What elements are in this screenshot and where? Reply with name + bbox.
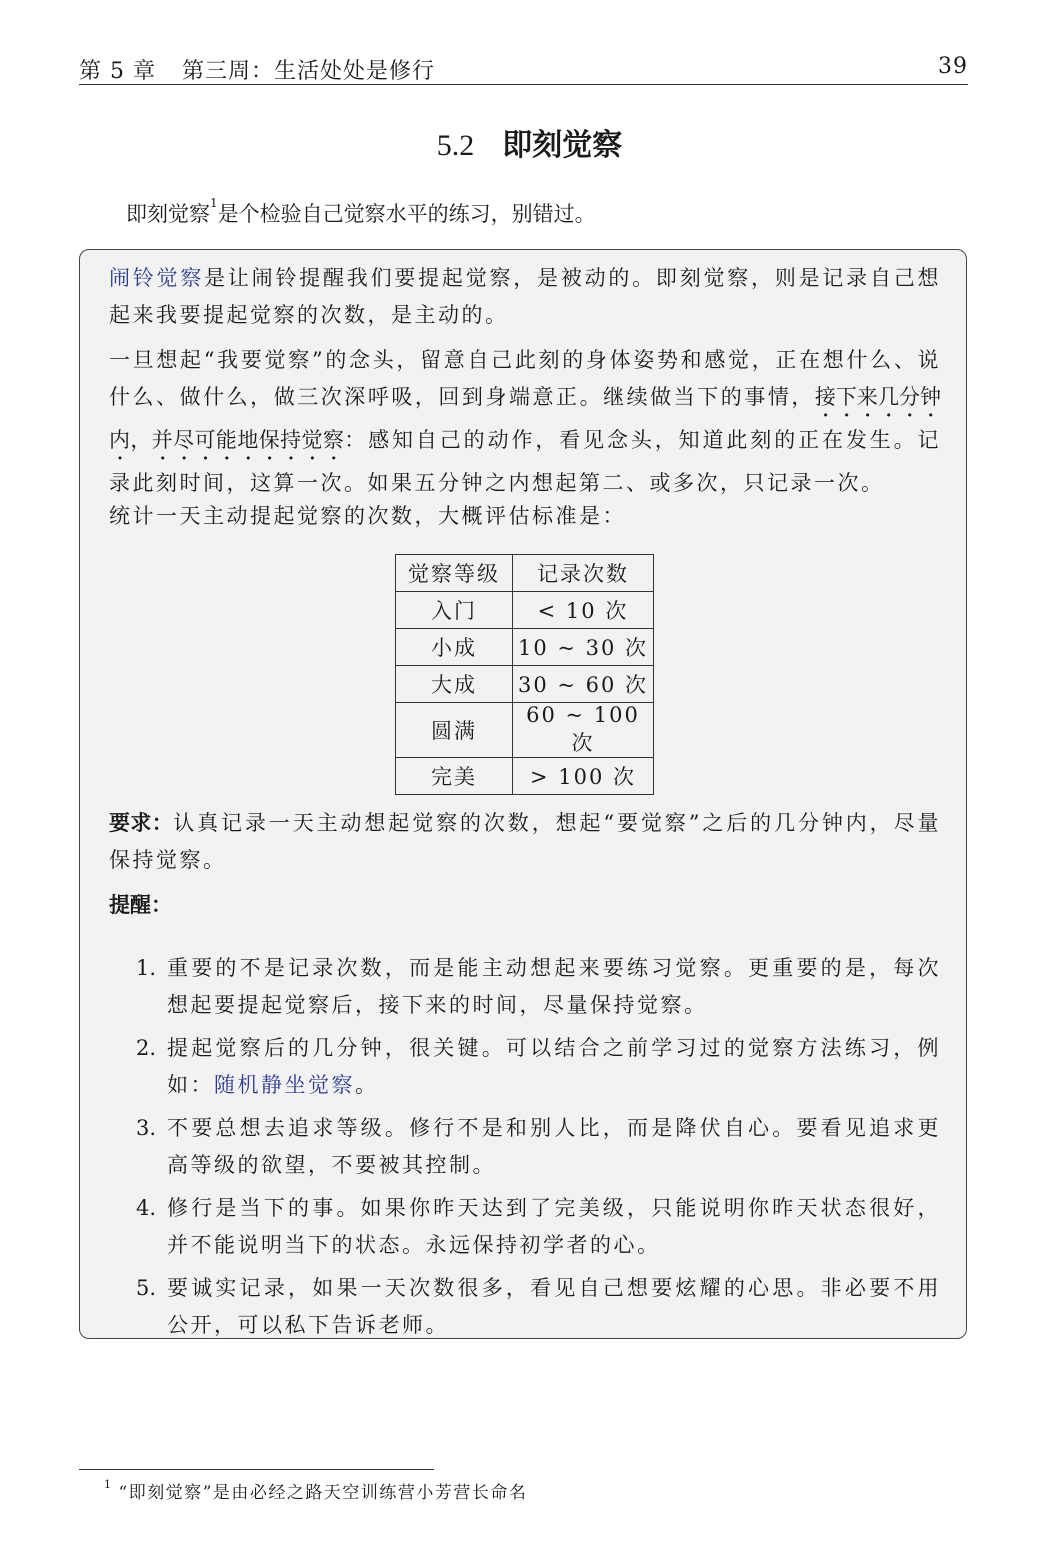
footnote-mark: 1	[104, 1478, 113, 1492]
table-row	[396, 666, 654, 703]
paragraph-1	[109, 260, 941, 334]
table-header-count: 记录次数	[513, 555, 654, 592]
reminder-list	[109, 950, 941, 1350]
section-title: 即刻觉察	[502, 128, 623, 163]
section-number: 5.2	[436, 129, 475, 162]
table-cell-count: 60 ~ 100 次	[513, 703, 654, 758]
table-cell-level: 圆满	[396, 703, 513, 758]
reminder-label: 提醒：	[109, 893, 172, 917]
intro-paragraph	[126, 198, 596, 228]
list-item-text: 要诚实记录，如果一天次数很多，看见自己想要炫耀的心思。非必要不用公开，可以私下告诉老师。	[167, 1276, 941, 1337]
requirement-paragraph	[109, 805, 941, 879]
random-sitting-link[interactable]: 随机静坐觉察	[214, 1073, 355, 1097]
section-heading	[0, 120, 1059, 164]
table-row	[396, 758, 654, 795]
list-item-text: 不要总想去追求等级。修行不是和别人比，而是降伏自心。要看见追求更高等级的欲望，不要被其控制。	[167, 1116, 941, 1177]
paragraph-2-emphasis: 接下来几分钟内，并尽可能地保持觉察	[109, 385, 942, 452]
list-item	[109, 950, 941, 1024]
table-row	[396, 592, 654, 629]
table-header-level: 觉察等级	[396, 555, 513, 592]
table-row	[396, 629, 654, 666]
list-item-text: 提起觉察后的几分钟，很关键。可以结合之前学习过的觉察方法练习，例如：	[167, 1036, 941, 1097]
intro-text: 是个检验自己觉察水平的练习，别错过。	[217, 202, 596, 226]
table-cell-count: > 100 次	[513, 758, 654, 795]
table-cell-level: 小成	[396, 629, 513, 666]
list-item	[109, 1110, 941, 1184]
requirement-text: 认真记录一天主动想起觉察的次数，想起“要觉察”之后的几分钟内，尽量保持觉察。	[109, 811, 941, 872]
paragraph-2-before: 一旦想起“我要觉察”的念头，留意自己此刻的身体姿势和感觉，正在想什么、说什么、做什么，做三次深呼吸，回到身端意正。继续做当下的事情，	[109, 348, 941, 409]
paragraph-1-text: 是让闹铃提醒我们要提起觉察，是被动的。即刻觉察，则是记录自己想起来我要提起觉察的次数，是主动的。	[109, 266, 942, 327]
level-table	[395, 554, 654, 795]
table-header-row	[396, 555, 654, 592]
list-item-number: 1.	[136, 956, 157, 980]
reminder-heading	[109, 887, 941, 924]
intro-term: 即刻觉察	[126, 202, 210, 226]
paragraph-2-after: ：感知自己的动作，看见念头，知道此刻的正在发生。记录此刻时间，这算一次。如果五分钟之内想起第二、或多次，只记录一次。	[109, 428, 942, 495]
table-cell-level: 完美	[396, 758, 513, 795]
table-cell-level: 入门	[396, 592, 513, 629]
footnote-text: “即刻觉察”是由必经之路天空训练营小芳营长命名	[118, 1483, 528, 1503]
list-item-number: 2.	[136, 1036, 157, 1060]
exercise-box	[79, 249, 967, 1339]
list-item	[109, 1030, 941, 1104]
list-item-text: 修行是当下的事。如果你昨天达到了完美级，只能说明你昨天状态很好，并不能说明当下的状态。永远保持初学者的心。	[167, 1196, 941, 1257]
alarm-awareness-link[interactable]: 闹铃觉察	[109, 266, 205, 290]
running-header	[79, 52, 968, 85]
paragraph-3: 统计一天主动提起觉察的次数，大概评估标准是：	[109, 504, 626, 528]
list-item-number: 3.	[136, 1116, 157, 1140]
paragraph-2	[109, 342, 941, 502]
page-number: 39	[938, 54, 968, 79]
table-cell-level: 大成	[396, 666, 513, 703]
list-item-number: 5.	[136, 1276, 157, 1300]
footnote-rule	[79, 1469, 434, 1470]
table-cell-count: 10 ~ 30 次	[513, 629, 654, 666]
footnote-ref[interactable]: 1	[210, 196, 218, 210]
list-item-tail: 。	[355, 1073, 379, 1097]
table-row	[396, 703, 654, 758]
list-item	[109, 1270, 941, 1344]
list-item-number: 4.	[136, 1196, 157, 1220]
chapter-label: 第 5 章	[79, 59, 156, 84]
footnote	[104, 1478, 527, 1503]
chapter-title: 第三周：生活处处是修行	[181, 59, 435, 84]
list-item-text: 重要的不是记录次数，而是能主动想起来要练习觉察。更重要的是，每次想起要提起觉察后，接下来的时间，尽量保持觉察。	[167, 956, 941, 1017]
table-cell-count: < 10 次	[513, 592, 654, 629]
list-item	[109, 1190, 941, 1264]
header-left	[79, 54, 453, 85]
table-cell-count: 30 ~ 60 次	[513, 666, 654, 703]
requirement-label: 要求：	[109, 811, 174, 835]
